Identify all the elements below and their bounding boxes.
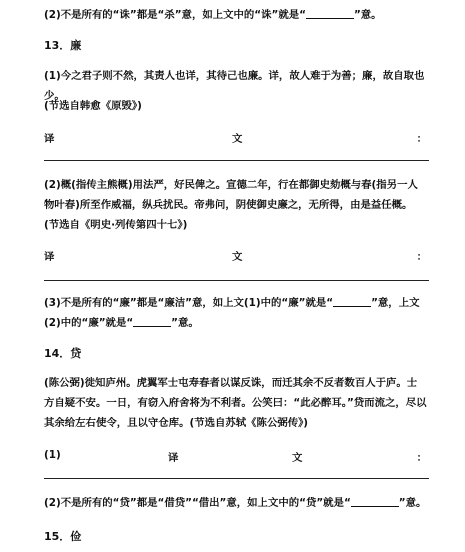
question-zhu-fill [44, 5, 427, 25]
question-text: (2)不是所有的“诛”都是“杀”意，如上文中的“诛”就是“ [44, 9, 306, 21]
label-yi: 译 [44, 251, 55, 263]
question-text: (2)不是所有的“贷”都是“借贷”“借出”意，如上文中的“贷”就是“ [44, 497, 351, 509]
label-wen: 文 [232, 251, 243, 263]
label-colon: ： [416, 251, 427, 263]
passage-lian-2: (2)概(指传主熊概)用法严，好民俾之。宣德二年，行在都御史劾概与春(指另一人物叶春)所至作威福，纵兵扰民。帝弗问，阴使御史廉之，无所得，由是益任概。(节选自《明史·列传第四十七》) [44, 179, 418, 231]
translation-label-row-1 [44, 130, 427, 146]
answer-blank[interactable] [133, 315, 171, 327]
answer-line-1[interactable] [44, 160, 429, 161]
translation-label-row-2 [44, 248, 427, 264]
question-text: ”意。 [353, 9, 382, 21]
question-lian-fill [44, 293, 427, 333]
answer-blank[interactable] [333, 295, 371, 307]
label-colon: ： [416, 452, 427, 464]
label-colon: ： [416, 133, 427, 145]
question-text: ”意，上文(2)中的“廉”就是“ [44, 297, 420, 329]
label-wen: 文 [292, 452, 303, 464]
question-text: ”意。 [398, 497, 427, 509]
passage-dai: (陈公弼)徙知庐州。虎翼军士屯寿春者以谋反诛，而迁其余不反者数百人于庐。士方自疑不安。一日，有窃入府舍将为不利者。公笑曰：“此必醉耳。”贷而流之，尽以其余给左右使令，且以守仓库。(节选自苏轼《陈公弼传》) [44, 377, 427, 429]
label-wen: 文 [232, 133, 243, 145]
source-lian-1: (节选自韩愈《原毁》) [44, 100, 142, 112]
answer-blank[interactable] [351, 495, 399, 507]
answer-blank[interactable] [306, 7, 354, 19]
heading-dai: 14．贷 [44, 347, 82, 360]
answer-line-3[interactable] [44, 478, 429, 479]
label-yi: 译 [168, 452, 179, 464]
translation-label-row-3 [44, 449, 427, 465]
heading-lian: 13．廉 [44, 39, 82, 52]
answer-line-2[interactable] [44, 280, 429, 281]
label-yi: 译 [44, 133, 55, 145]
question-dai-fill [44, 493, 427, 513]
question-text: (3)不是所有的“廉”都是“廉洁”意，如上文(1)中的“廉”就是“ [44, 297, 334, 309]
passage-lian-1: (1)今之君子则不然，其责人也详，其待己也廉。详，故人难于为善；廉，故自取也少。 [44, 70, 425, 102]
heading-jian: 15．俭 [44, 530, 82, 543]
label-number: (1) [44, 449, 61, 461]
question-text: ”意。 [171, 317, 199, 329]
